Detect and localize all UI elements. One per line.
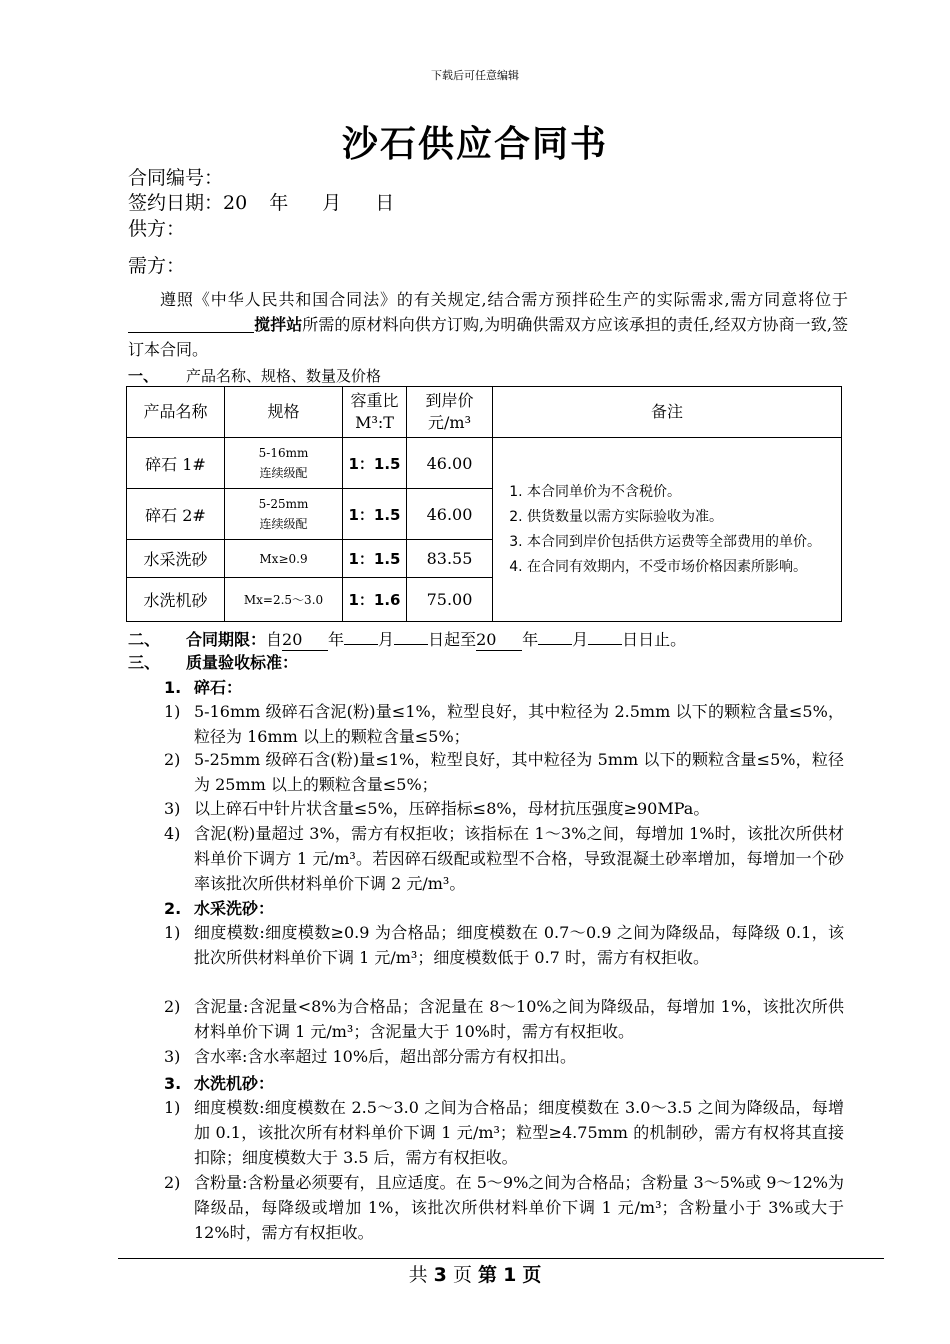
item-text: 含泥量:含泥量<8%为合格品；含泥量在 8～10%之间为降级品，每增加 1%，该批次所供材料单价下调 1 元/m³；含泥量大于 10%时，需方有权拒收。: [194, 997, 844, 1041]
sign-date-year-prefix: 20: [223, 192, 248, 214]
list-item: [164, 1095, 844, 1170]
product-spec: [225, 438, 343, 489]
item-text: 5-16mm 级碎石含泥(粉)量≤1%，粒型良好，其中粒径为 2.5mm 以下的颗粒含量≤5%，粒径为 16mm 以上的颗粒含量≤5%；: [194, 702, 844, 746]
intro-paragraph: [128, 287, 848, 362]
density-ratio: 1：1.5: [343, 489, 407, 540]
sign-date-field: [128, 188, 394, 215]
item-text: 细度模数:细度模数≥0.9 为合格品；细度模数在 0.7～0.9 之间为降级品，每降级 0.1，该批次所供材料单价下调 1 元/m³；细度模数低于 0.7 时，需方有权拒收。: [194, 923, 844, 967]
header-price: [407, 387, 493, 438]
item-index: 3): [164, 1047, 181, 1066]
spec-line-1: 5-16mm: [258, 446, 309, 460]
term-year-2: 年: [522, 630, 539, 649]
header-density-ratio: [343, 387, 407, 438]
item-text: 含粉量:含粉量必须要有，且应适度。在 5～9%之间为合格品；含粉量 3～5%或 9～12%为降级品，每降级或增加 1%，该批次所供材料单价下调 1 元/m³；含粉量小于 3%或大于 12%时，需方有权拒收。: [194, 1173, 844, 1242]
product-name: 水采洗砂: [127, 540, 225, 578]
end-year-blank: 20: [476, 630, 522, 651]
list-item: [164, 1044, 844, 1069]
subsection-title: 碎石：: [194, 678, 243, 697]
contract-number-field: [128, 163, 223, 190]
item-index: 2): [164, 997, 181, 1016]
notes-cell: [493, 438, 842, 622]
note-item: 2. 供货数量以需方实际验收为准。: [527, 505, 833, 530]
footer-total-suffix: 页: [452, 1264, 472, 1286]
header-spec: 规格: [225, 387, 343, 438]
section-1-heading: [128, 365, 381, 386]
list-item: [164, 920, 844, 970]
contract-number-label: 合同编号：: [128, 167, 224, 189]
list-item: [164, 994, 844, 1044]
end-month-blank: [538, 624, 572, 645]
buyer-label: 需方：: [128, 255, 186, 277]
delivered-price: 83.55: [407, 540, 493, 578]
spec-line-2: 连续级配: [259, 517, 308, 531]
item-text: 含泥(粉)量超过 3%，需方有权拒收；该指标在 1～3%之间，每增加 1%时，该批次所供材料单价下调方 1 元/m³。若因碎石级配或粒型不合格，导致混凝土砂率增加，每增加一个砂率该批次所供材料单价下调 2 元/m³。: [194, 824, 844, 893]
header-notes: 备注: [493, 387, 842, 438]
term-year: 年: [328, 630, 345, 649]
item-index: 1): [164, 702, 181, 721]
section-1-title: 产品名称、规格、数量及价格: [186, 367, 382, 385]
subsection-machine-sand: [164, 1071, 274, 1094]
product-name: 碎石 2#: [127, 489, 225, 540]
item-text: 细度模数:细度模数在 2.5～3.0 之间为合格品；细度模数在 3.0～3.5 之间为降级品，每增加 0.1，该批次所有材料单价下调 1 元/m³；粒型≥4.75mm 的机制砂，需方有权将其直接扣除；细度模数大于 3.5 后，需方有权拒收。: [194, 1098, 844, 1167]
product-spec: [225, 489, 343, 540]
start-year-blank: 20: [282, 630, 328, 651]
subsection-number: 2.: [164, 899, 182, 918]
subsection-number: 1.: [164, 678, 182, 697]
supplier-field: [128, 214, 185, 241]
delivered-price: 46.00: [407, 438, 493, 489]
subsection-number: 3.: [164, 1074, 182, 1093]
item-index: 4): [164, 824, 181, 843]
sign-date-month: 月: [322, 192, 342, 214]
end-day-blank: [588, 624, 622, 645]
item-text: 含水率:含水率超过 10%后，超出部分需方有权扣出。: [194, 1047, 577, 1066]
note-item: 1. 本合同单价为不含税价。: [527, 480, 833, 505]
list-item: [164, 699, 844, 749]
sign-date-day: 日: [375, 192, 395, 214]
density-ratio: 1：1.5: [343, 438, 407, 489]
spec-line-1: 5-25mm: [258, 497, 309, 511]
sign-date-year: 年: [269, 192, 289, 214]
term-start-day: 日起至: [428, 630, 477, 649]
table-header-row: [127, 387, 842, 438]
product-spec: Mx≥0.9: [225, 540, 343, 578]
supplier-label: 供方：: [128, 218, 186, 240]
intro-text-1: 遵照《中华人民共和国合同法》的有关规定,结合需方预拌砼生产的实际需求,需方同意将位于: [160, 290, 848, 309]
footer-current-page: 1: [503, 1264, 517, 1286]
item-text: 5-25mm 级碎石含(粉)量≤1%，粒型良好，其中粒径为 5mm 以下的颗粒含量≤5%，粒径为 25mm 以上的颗粒含量≤5%；: [194, 750, 844, 794]
section-3-title: 质量验收标准：: [186, 653, 299, 672]
item-index: 3): [164, 799, 181, 818]
subsection-washed-sand: [164, 896, 274, 919]
density-ratio: 1：1.6: [343, 578, 407, 622]
footer-current-prefix: 第: [478, 1264, 498, 1286]
section-3-heading: [128, 650, 298, 673]
intro-text-2: 所需的原材料向供方订购,为明确供需双方应该承担的责任,经双方协商一致,签订本合同。: [128, 315, 848, 359]
item-index: 2): [164, 750, 181, 769]
notes-list: [501, 480, 833, 580]
item-index: 1): [164, 1098, 181, 1117]
start-month-blank: [344, 624, 378, 645]
list-item: [164, 1170, 844, 1245]
header-price-line2: 元/m³: [428, 413, 471, 432]
footer-total-prefix: 共: [408, 1264, 428, 1286]
location-blank: [128, 314, 254, 333]
page-footer: [0, 1260, 950, 1287]
header-ratio-line1: 容重比: [350, 391, 399, 410]
subsection-title: 水洗机砂：: [194, 1074, 275, 1093]
term-month-2: 月: [572, 630, 589, 649]
footer-total-pages: 3: [433, 1264, 447, 1286]
spec-line-2: 连续级配: [259, 466, 308, 480]
header-price-line1: 到岸价: [425, 391, 474, 410]
term-end-day: 日日止。: [622, 630, 687, 649]
header-ratio-line2: M³:T: [355, 413, 394, 432]
list-item: [164, 821, 844, 896]
page-title: 沙石供应合同书: [341, 124, 608, 165]
term-from: 自: [266, 630, 283, 649]
section-2-label: 合同期限：: [186, 630, 267, 649]
product-table: [126, 386, 842, 622]
subsection-title: 水采洗砂：: [194, 899, 275, 918]
product-name: 水洗机砂: [127, 578, 225, 622]
header-note: 下载后可任意编辑: [431, 69, 519, 82]
section-2-number: 二、: [128, 630, 161, 649]
section-1-number: 一、: [128, 367, 159, 385]
list-item: [164, 747, 844, 797]
list-item: [164, 796, 844, 821]
product-spec: Mx=2.5～3.0: [225, 578, 343, 622]
footer-divider: [118, 1258, 884, 1259]
start-day-blank: [394, 624, 428, 645]
subsection-crushed-stone: [164, 675, 242, 698]
delivered-price: 75.00: [407, 578, 493, 622]
density-ratio: 1：1.5: [343, 540, 407, 578]
section-3-number: 三、: [128, 653, 161, 672]
term-month: 月: [378, 630, 395, 649]
table-row: [127, 438, 842, 489]
buyer-field: [128, 251, 185, 278]
intro-station: 搅拌站: [254, 315, 303, 334]
product-name: 碎石 1#: [127, 438, 225, 489]
sign-date-label: 签约日期：: [128, 192, 224, 214]
item-index: 1): [164, 923, 181, 942]
delivered-price: 46.00: [407, 489, 493, 540]
section-2-heading: [128, 624, 686, 651]
note-item: 3. 本合同到岸价包括供方运费等全部费用的单价。: [527, 530, 833, 555]
item-index: 2): [164, 1173, 181, 1192]
note-item: 4. 在合同有效期内，不受市场价格因素所影响。: [527, 555, 833, 580]
header-product-name: 产品名称: [127, 387, 225, 438]
footer-current-suffix: 页: [522, 1264, 542, 1286]
item-text: 以上碎石中针片状含量≤5%，压碎指标≤8%，母材抗压强度≥90MPa。: [194, 799, 710, 818]
